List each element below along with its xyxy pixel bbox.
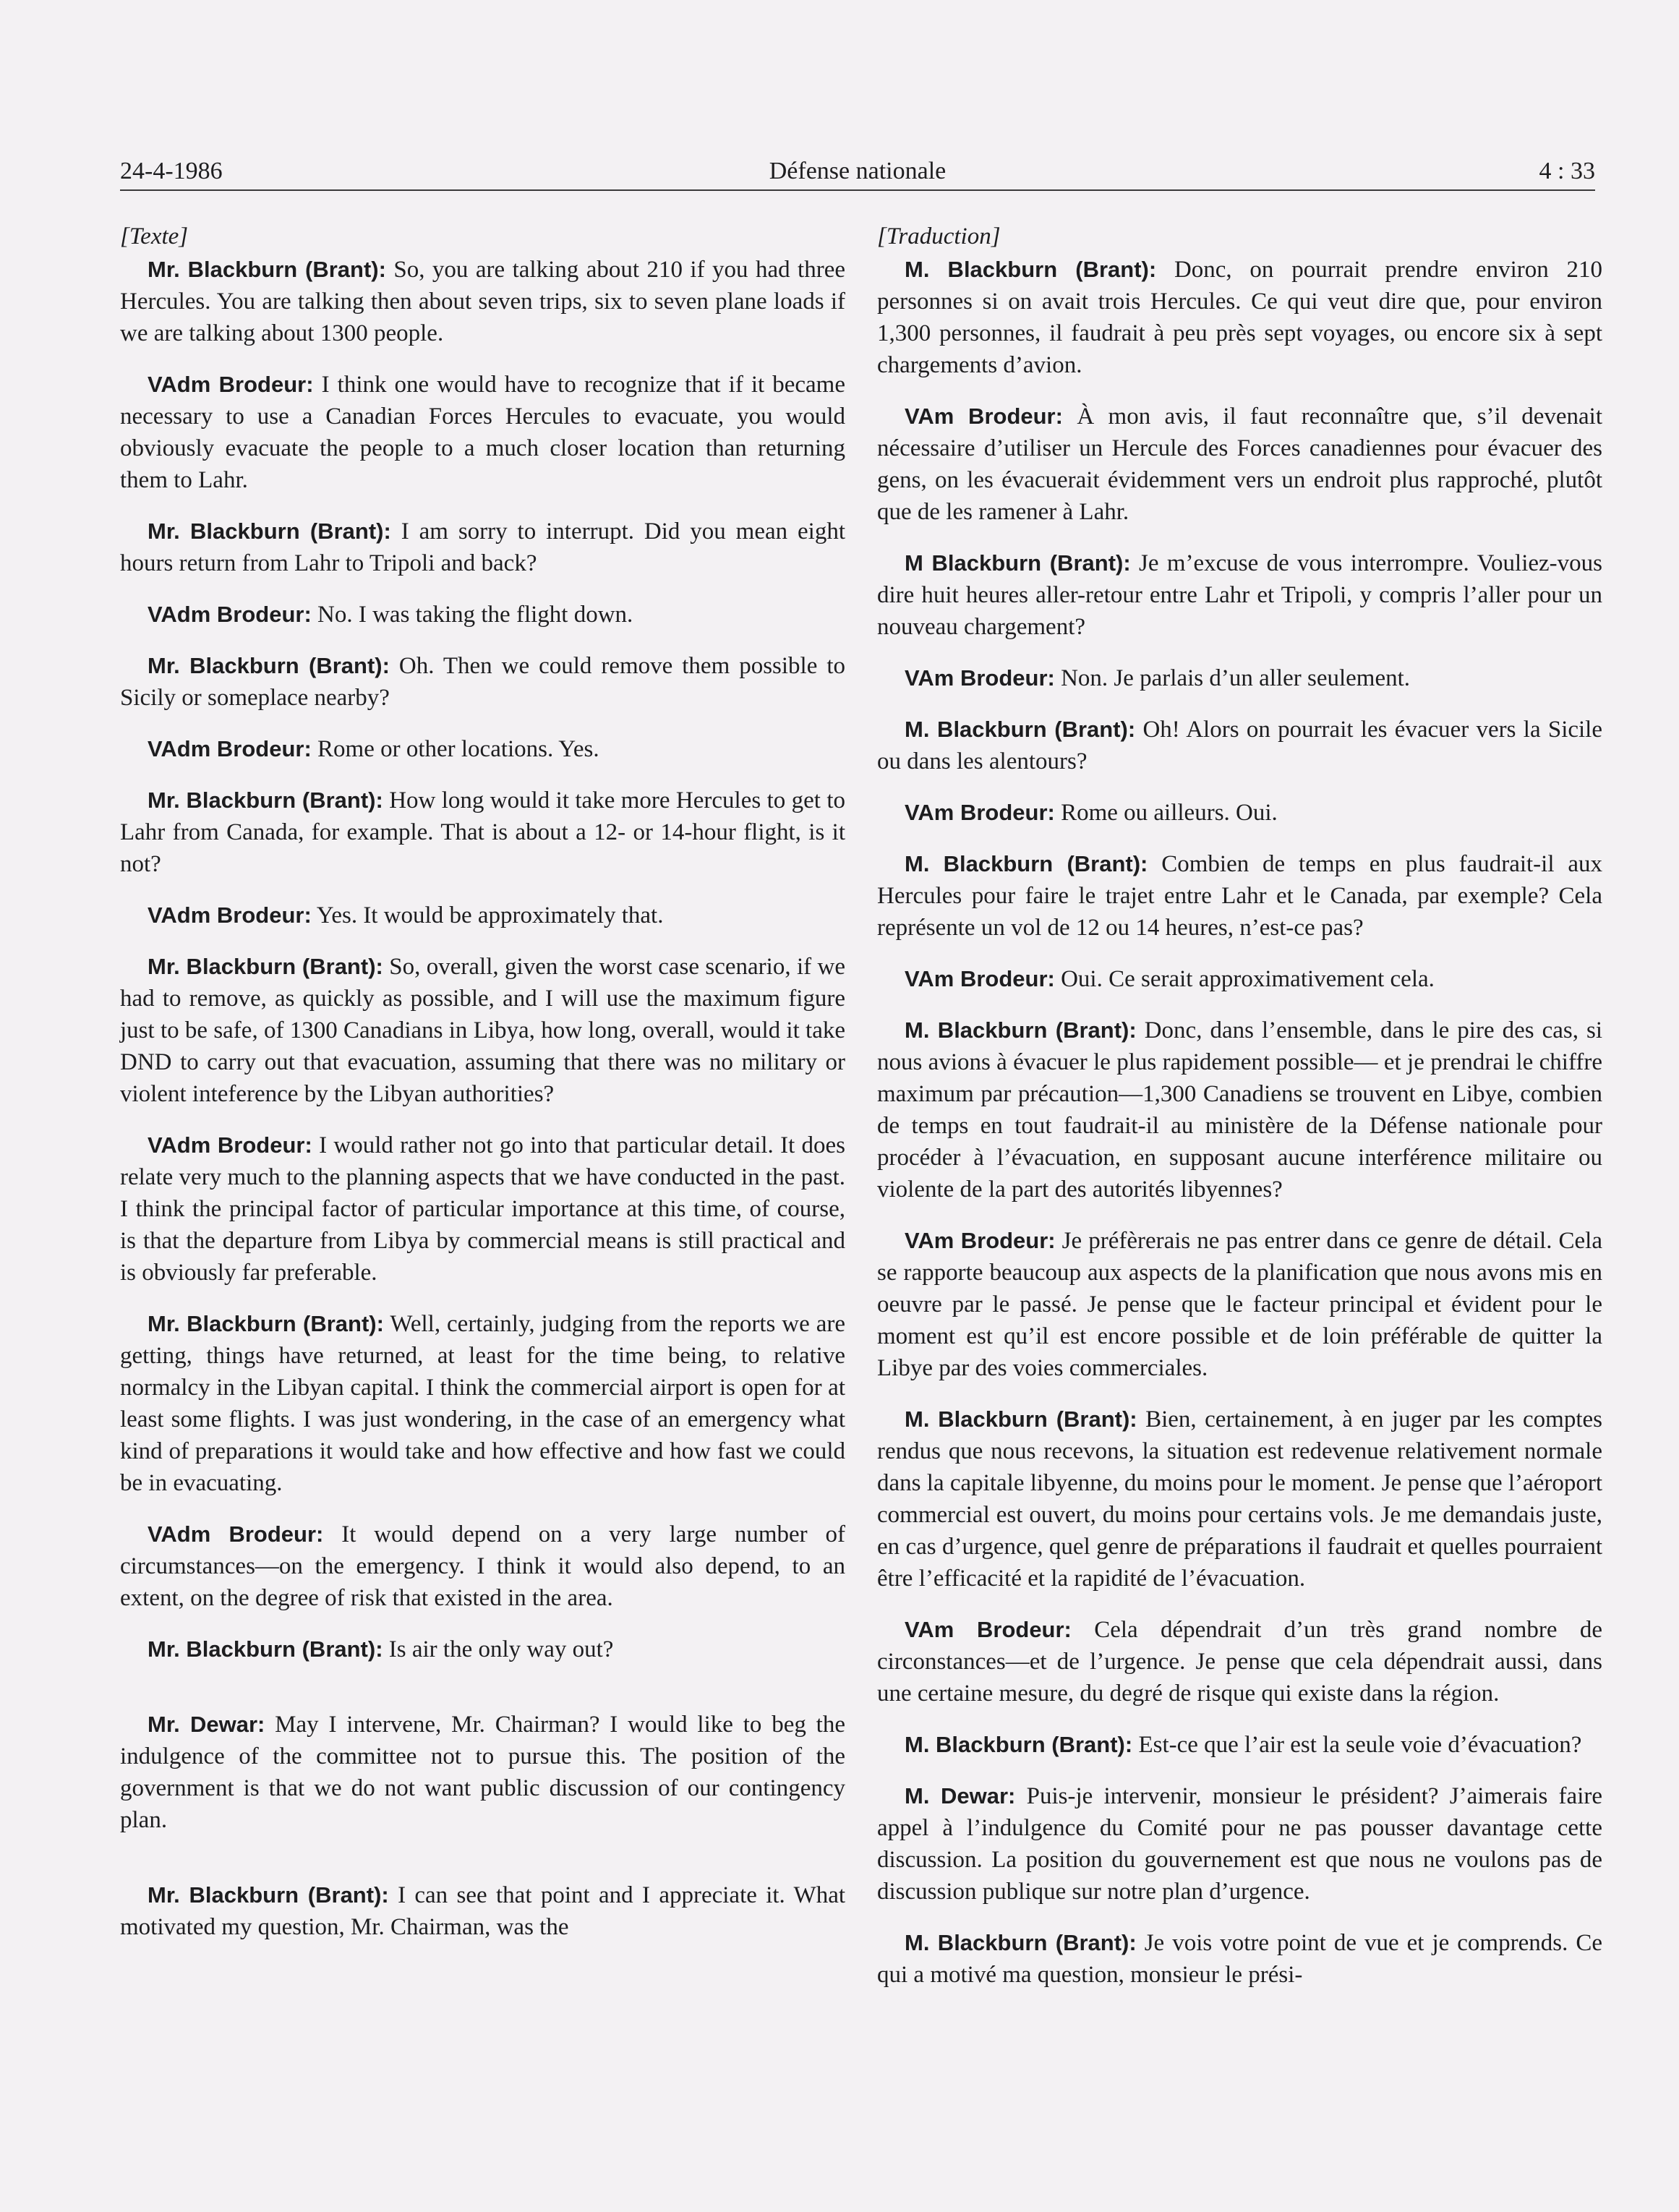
speech: So, you are talking about 210 if you had three Hercules. You are talking then about seven trips, six to seven plane loads if we are talking about 1300 people. (120, 257, 845, 346)
speaker: VAdm Brodeur: (148, 602, 312, 627)
speech: Oui. Ce serait approximativement cela. (1061, 966, 1435, 992)
speaker: VAm Brodeur: (905, 966, 1055, 991)
transcript-paragraph (877, 1404, 1602, 1594)
speech: Donc, dans l’ensemble, dans le pire des cas, si nous avions à évacuer le plus rapidement possible— et je prendrai le chiffre maximum par précaution—1,300 Canadiens se trouvent en Libye, combien de temps en tout faudrait-il au ministère de la Défense nationale pour procéder à l’évacuation, en supposant aucune interférence militaire ou violente de la part des autorités libyennes? (877, 1017, 1603, 1203)
transcript-paragraph (877, 662, 1602, 694)
transcript-paragraph (877, 1927, 1602, 1991)
speech: Is air the only way out? (388, 1636, 614, 1662)
speech: Je préfèrerais ne pas entrer dans ce genre de détail. Cela se rapporte beaucoup aux aspects de la planification que nous avons mis en oeuvre par le passé. Je pense que le facteur principal et évident pour le moment est qu’il est encore possible et de loin préférable de quitter la Libye par des voies commerciales. (877, 1228, 1602, 1381)
speech: Rome or other locations. Yes. (317, 736, 599, 762)
speech: Bien, certainement, à en juger par les comptes rendus que nous recevons, la situation est redevenue relativement normale dans la capitale libyenne, du moins pour le moment. Je pense que l’aéroport commercial est ouvert, du moins pour certains vols. Je me demandais juste, en cas d’urgence, quel genre de préparations il faudrait et quelles pourraient être l’efficacité et la rapidité de l’évacuation. (877, 1406, 1603, 1592)
header-title: Défense nationale (769, 158, 947, 184)
speech: À mon avis, il faut reconnaître que, s’il devenait nécessaire d’utiliser un Hercule des Forces canadiennes pour évacuer des gens, on les évacuerait évidemment vers un endroit plus rapproché, plutôt que de les ramener à Lahr. (877, 403, 1603, 525)
speaker: M. Blackburn (Brant): (905, 1732, 1133, 1757)
speech: Donc, on pourrait prendre environ 210 personnes si on avait trois Hercules. Ce qui veut dire que, pour environ 1,300 personnes, il faudrait à peu près sept voyages, ou encore six à sept chargements d’avion. (877, 257, 1602, 378)
transcript-paragraph (120, 1519, 845, 1614)
speaker: M. Blackburn (Brant): (905, 851, 1148, 876)
speaker: VAdm Brodeur: (148, 372, 314, 397)
transcript-paragraph (120, 951, 845, 1110)
transcript-paragraph (120, 254, 845, 349)
speech: So, overall, given the worst case scenario, if we had to remove, as quickly as possible, and I will use the maximum figure just to be safe, of 1300 Canadians in Libya, how long, overall, would it take DND to carry out that evacuation, assuming that there was no military or violent inteference by the Libyan authorities? (120, 954, 846, 1107)
speaker: VAm Brodeur: (905, 665, 1055, 691)
speaker: M Blackburn (Brant): (905, 550, 1131, 576)
transcript-paragraph (120, 1130, 845, 1289)
transcript-paragraph (120, 733, 845, 765)
speaker: VAdm Brodeur: (148, 1521, 324, 1547)
transcript-paragraph (877, 963, 1602, 995)
transcript-paragraph (877, 401, 1602, 528)
transcript-paragraph (877, 1614, 1602, 1709)
transcript-paragraph (120, 516, 845, 579)
speech: Oh. Then we could remove them possible to Sicily or someplace nearby? (120, 653, 846, 711)
speech: Je vois votre point de vue et je comprends. Ce qui a motivé ma question, monsieur le prési- (877, 1930, 1602, 1988)
transcript-paragraph (877, 1015, 1602, 1205)
transcript-paragraph (120, 1709, 845, 1836)
speaker: VAm Brodeur: (905, 800, 1055, 825)
speaker: VAdm Brodeur: (148, 1132, 312, 1158)
speaker: VAm Brodeur: (905, 1617, 1072, 1642)
speaker: Mr. Blackburn (Brant): (148, 1636, 383, 1662)
speech: Est-ce que l’air est la seule voie d’évacuation? (1138, 1732, 1582, 1758)
speaker: VAm Brodeur: (905, 1228, 1056, 1253)
speech: Non. Je parlais d’un aller seulement. (1061, 665, 1411, 691)
speech: I am sorry to interrupt. Did you mean eight hours return from Lahr to Tripoli and back? (120, 518, 846, 576)
speech: I would rather not go into that particular detail. It does relate very much to the planning aspects that we have conducted in the past. I think the principal factor of particular importance at this time, of course, is that the departure from Libya by commercial means is still practical and is obviously far preferable. (120, 1132, 846, 1286)
speaker: Mr. Blackburn (Brant): (148, 954, 383, 979)
speaker: M. Blackburn (Brant): (905, 1930, 1137, 1955)
english-column (120, 221, 845, 1963)
header-page-number: 4 : 33 (1539, 158, 1595, 184)
french-column (877, 221, 1602, 2010)
speaker: M. Blackburn (Brant): (905, 1406, 1137, 1432)
speech: Combien de temps en plus faudrait-il aux Hercules pour faire le trajet entre Lahr et le Canada, par exemple? Cela représente un vol de 12 ou 14 heures, n’est-ce pas? (877, 851, 1602, 941)
speech: Cela dépendrait d’un très grand nombre de circonstances—et de l’urgence. Je pense que cela dépendrait aussi, dans une certaine mesure, du degré de risque qui existe dans la région. (877, 1617, 1603, 1707)
section-label: [Texte] (120, 223, 189, 249)
transcript-paragraph (877, 714, 1602, 777)
transcript-paragraph (120, 900, 845, 931)
page-header (120, 153, 1595, 191)
speaker: M. Blackburn (Brant): (905, 257, 1157, 282)
speaker: Mr. Dewar: (148, 1712, 265, 1737)
speech: How long would it take more Hercules to get to Lahr from Canada, for example. That is about a 12- or 14-hour flight, is it not? (120, 787, 845, 877)
transcript-paragraph (120, 1634, 845, 1665)
transcript-paragraph (877, 547, 1602, 643)
transcript-paragraph (877, 1729, 1602, 1761)
speaker: M. Blackburn (Brant): (905, 717, 1136, 742)
transcript-paragraph (877, 1225, 1602, 1384)
transcript-paragraph (120, 599, 845, 631)
speech: Oh! Alors on pourrait les évacuer vers la Sicile ou dans les alentours? (877, 717, 1603, 774)
speaker: Mr. Blackburn (Brant): (148, 787, 383, 813)
speaker: VAdm Brodeur: (148, 736, 312, 761)
speaker: Mr. Blackburn (Brant): (148, 518, 391, 544)
transcript-paragraph (877, 254, 1602, 381)
speaker: VAdm Brodeur: (148, 902, 312, 928)
speaker: Mr. Blackburn (Brant): (148, 1882, 389, 1908)
speech: Je m’excuse de vous interrompre. Vouliez-vous dire huit heures aller-retour entre Lahr et Tripoli, y compris l’aller pour un nouveau chargement? (877, 550, 1602, 640)
speaker: Mr. Blackburn (Brant): (148, 1311, 384, 1336)
transcript-paragraph (120, 1308, 845, 1499)
speaker: M. Dewar: (905, 1783, 1016, 1809)
speech: I can see that point and I appreciate it. What motivated my question, Mr. Chairman, was the (120, 1882, 846, 1940)
speaker: Mr. Blackburn (Brant): (148, 257, 386, 282)
speaker: M. Blackburn (Brant): (905, 1017, 1137, 1043)
speech: Well, certainly, judging from the reports we are getting, things have returned, at least for the time being, to relative normalcy in the Libyan capital. I think the commercial airport is open for at least some flights. I was just wondering, in the case of an emergency what kind of preparations it would take and how effective and how fast we could be in evacuating. (120, 1311, 846, 1496)
transcript-paragraph (120, 369, 845, 496)
transcript-paragraph (877, 797, 1602, 829)
header-date: 24-4-1986 (120, 158, 223, 184)
speech: Yes. It would be approximately that. (316, 902, 664, 928)
transcript-paragraph (877, 848, 1602, 944)
transcript-paragraph (877, 1780, 1602, 1908)
speech: No. I was taking the flight down. (317, 602, 633, 628)
section-label: [Traduction] (877, 223, 1001, 249)
transcript-paragraph (120, 785, 845, 880)
transcript-paragraph (120, 650, 845, 714)
speech: It would depend on a very large number of circumstances—on the emergency. I think it would also depend, to an extent, on the degree of risk that existed in the area. (120, 1521, 845, 1611)
speech: Rome ou ailleurs. Oui. (1061, 800, 1278, 826)
speaker: VAm Brodeur: (905, 403, 1063, 429)
speech: I think one would have to recognize that if it became necessary to use a Canadian Forces Hercules to evacuate, you would obviously evacuate the people to a much closer location than returning them to Lahr. (120, 372, 845, 493)
speech: Puis-je intervenir, monsieur le président? J’aimerais faire appel à l’indulgence du Comité pour ne pas pousser davantage cette discussion. La position du gouvernement est que nous ne voulons pas de discussion publique sur notre plan d’urgence. (877, 1783, 1603, 1905)
speech: May I intervene, Mr. Chairman? I would like to beg the indulgence of the committee not to pursue this. The position of the government is that we do not want public discussion of our contingency plan. (120, 1712, 846, 1833)
speaker: Mr. Blackburn (Brant): (148, 653, 390, 678)
transcript-paragraph (120, 1879, 845, 1943)
